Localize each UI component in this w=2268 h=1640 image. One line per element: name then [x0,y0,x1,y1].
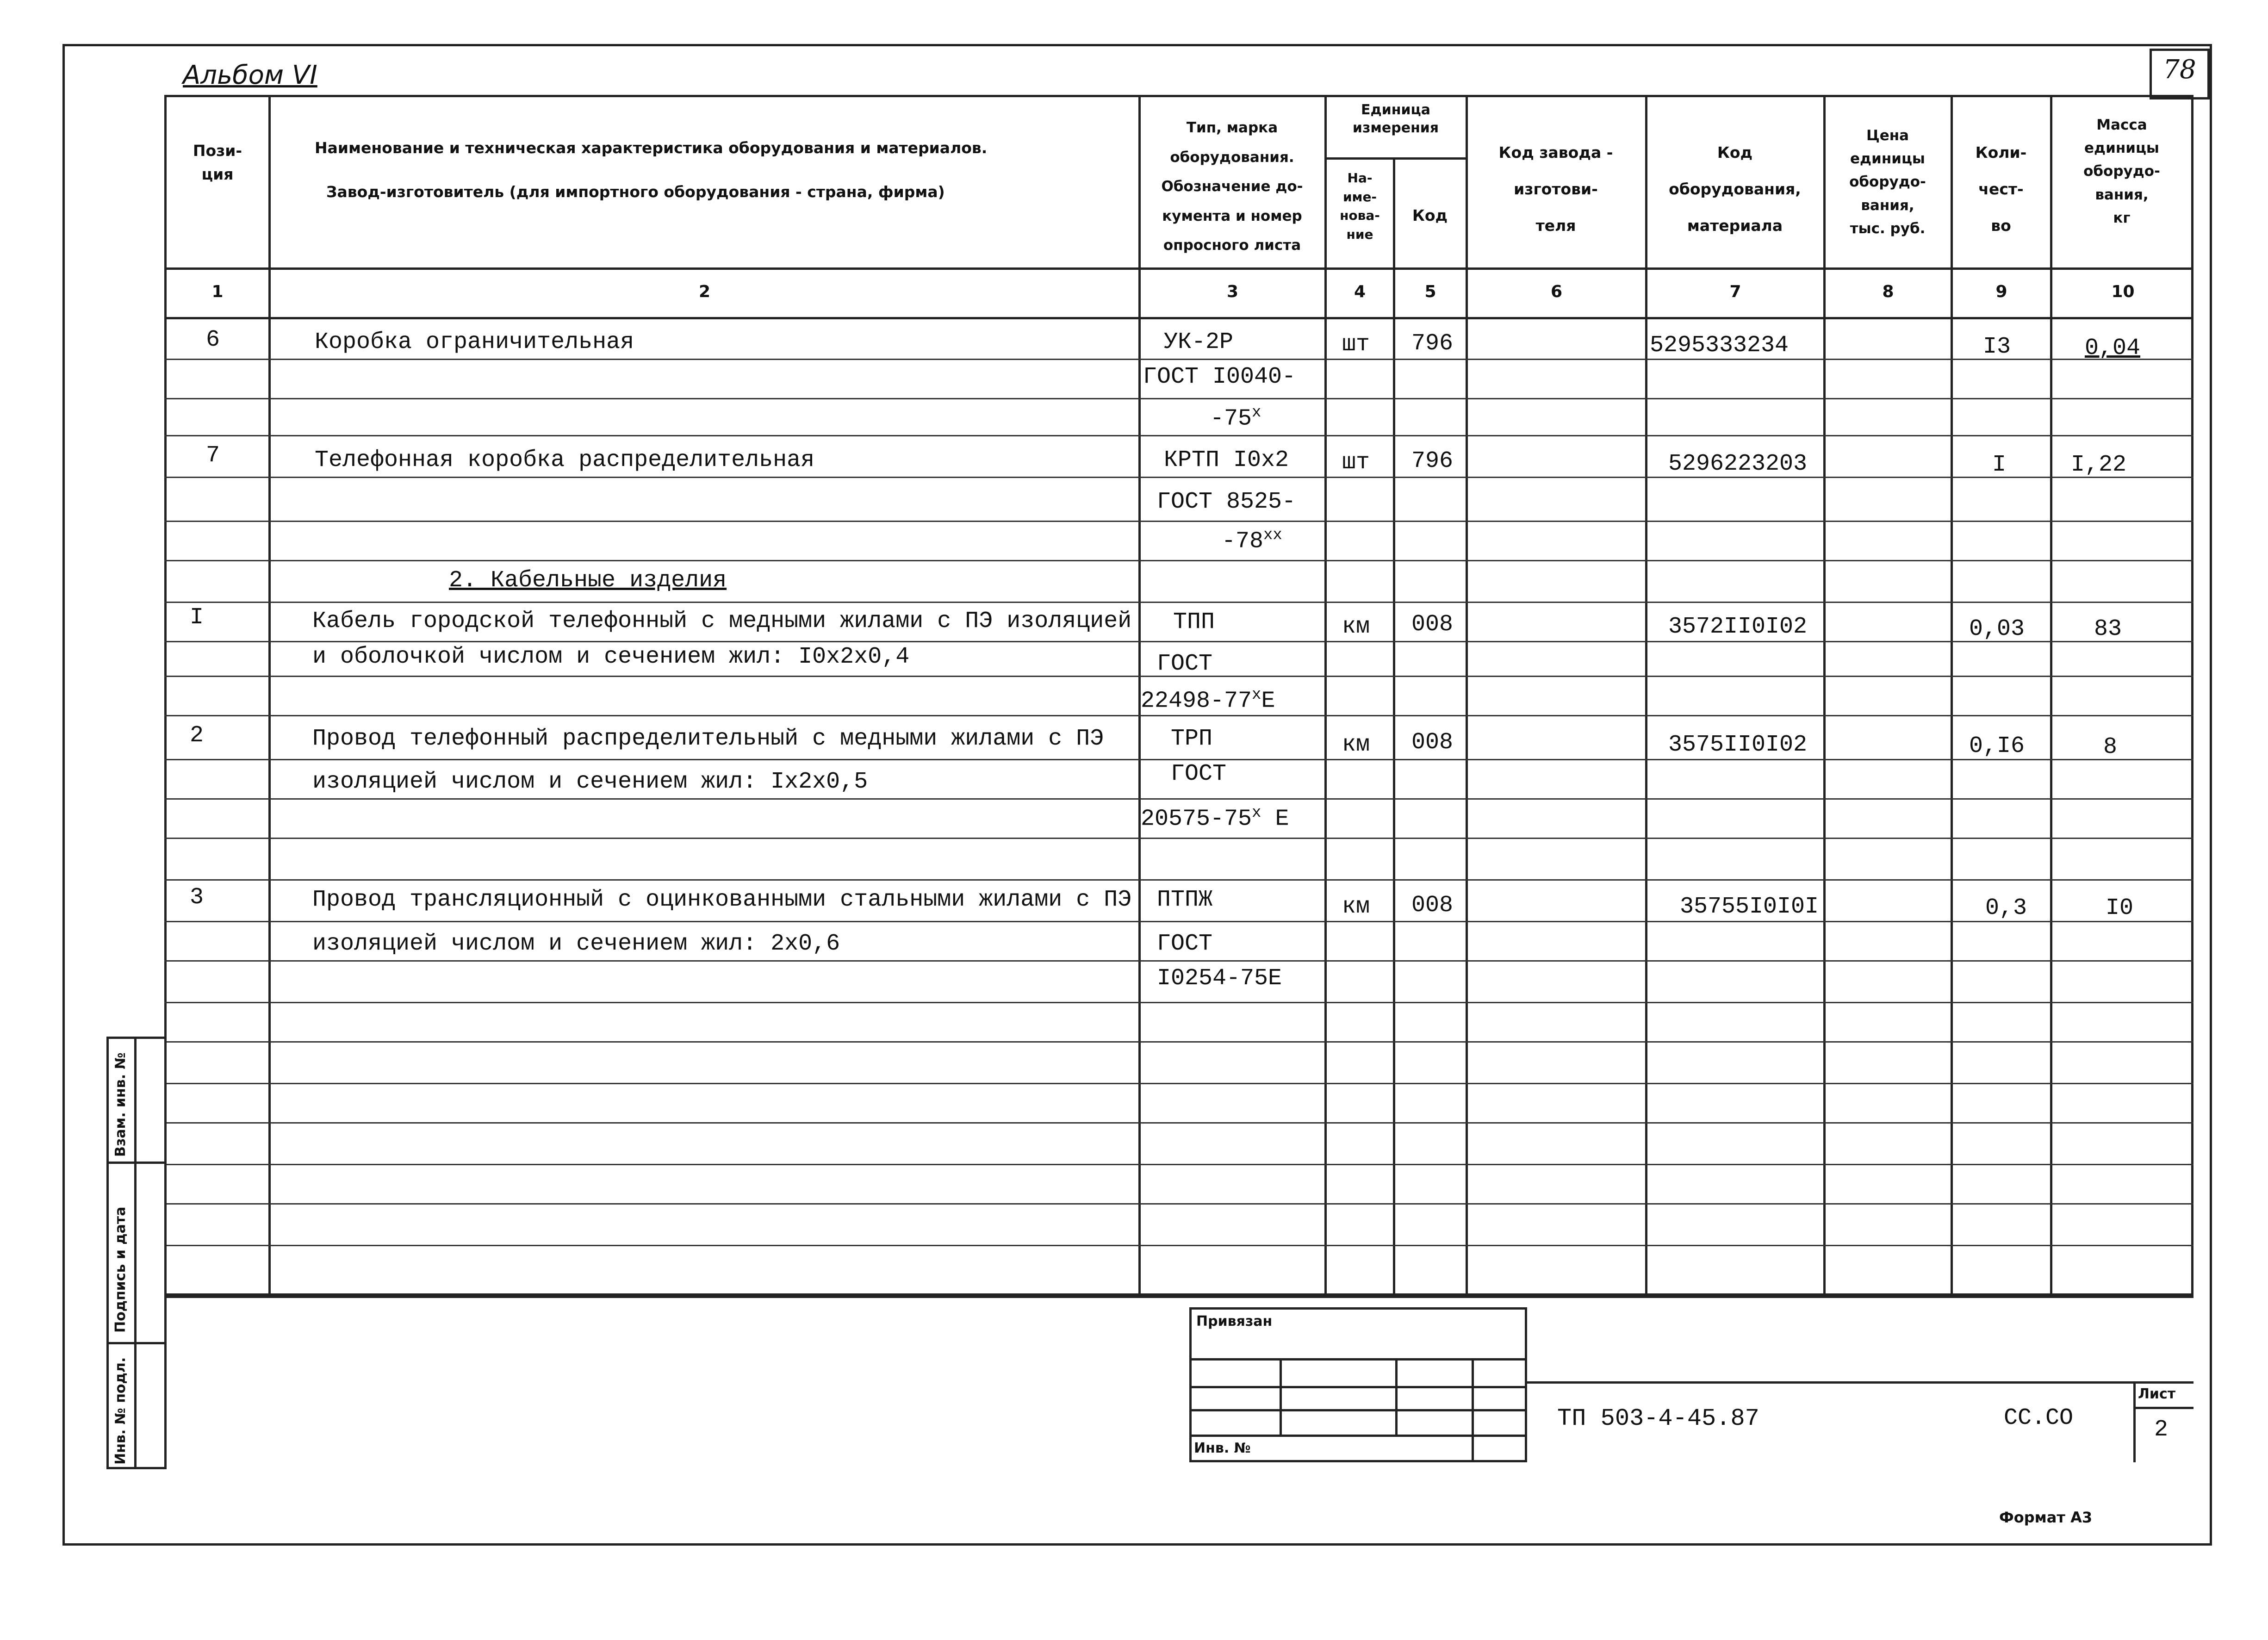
header-price: Цена единицы оборудо- вания, тыс. руб. [1849,127,1926,237]
header-factory: Код завода - изготови- теля [1498,143,1613,235]
col-number-8: 8 [1882,282,1894,301]
header-type: Тип, марка оборудования. Обозначение до- кумента и номер опросного листа [1161,119,1303,254]
row-qty: I [1992,452,2007,478]
row-type: 20575-75$^x$ Е [1141,804,1289,832]
row-unit: км [1342,614,1370,640]
row-unit-code: 008 [1411,611,1454,638]
header-mass: Масса единицы оборудо- вания, кг [2083,117,2160,226]
row-position: 2 [190,722,204,749]
row-type: ГОСТ I0040- [1143,364,1296,390]
col-number-7: 7 [1729,282,1741,301]
row-type: 22498-77$^x$Е [1141,686,1275,714]
row-type: -75$^x$ [1210,404,1261,432]
binding-label: Привязан [1196,1313,1273,1329]
sheet-number: 2 [2154,1416,2169,1443]
col-number-6: 6 [1550,282,1563,301]
row-type: ГОСТ [1171,761,1227,787]
binding-stamp [1189,1307,1527,1462]
col-number-9: 9 [1995,282,2007,301]
col-number-10: 10 [2111,282,2135,301]
row-unit: км [1342,732,1370,758]
row-unit-code: 008 [1411,729,1454,756]
row-equip-code: 3572II0I02 [1668,614,1808,640]
row-type: I0254-75Е [1157,965,1282,992]
row-name: Кабель городской телефонный с медными жилами с ПЭ изоляцией [312,608,1132,634]
page-number: 78 [2163,55,2196,85]
row-mass: 8 [2103,734,2118,760]
row-type: ГОСТ [1157,931,1213,957]
section-heading: 2. Кабельные изделия [449,567,727,594]
row-type: ТРП [1171,726,1213,752]
row-name: Провод трансляционный с оцинкованными стальными жилами с ПЭ [312,887,1132,913]
row-position: 3 [190,884,204,911]
row-name: Провод телефонный распределительный с медными жилами с ПЭ [312,726,1104,752]
row-name: Коробка ограничительная [315,329,634,355]
row-type: КРТП I0x2 [1164,447,1289,473]
row-name: Телефонная коробка распределительная [315,447,815,473]
header-qty: Коли- чест- во [1975,143,2027,235]
row-name: изоляцией числом и сечением жил: Ix2x0,5 [312,769,868,795]
sheet-label: Лист [2138,1386,2176,1402]
header-unit-code: Код [1412,206,1448,224]
side-stamp-signature-date: Подпись и дата [112,1206,129,1333]
header-equip-code: Код оборудования, материала [1669,143,1801,235]
row-position: 6 [206,327,220,353]
col-number-3: 3 [1226,282,1239,301]
row-qty: 0,3 [1985,895,2027,921]
row-type: ГОСТ 8525- [1157,489,1296,515]
row-unit-code: 008 [1411,892,1454,919]
row-type: УК-2Р [1164,329,1234,355]
row-equip-code: 35755I0I0I [1680,894,1819,920]
row-qty: I3 [1983,334,2011,360]
header-unit-name: На- име- нова- ние [1340,170,1380,242]
row-mass: 83 [2094,616,2122,642]
col-number-2: 2 [698,282,711,301]
col-number-1: 1 [211,282,224,301]
format-label: Формат А3 [1999,1509,2093,1526]
row-mass: I,22 [2071,452,2127,478]
row-mass: 0,04 [2085,335,2141,361]
row-position: I [190,604,204,631]
row-unit: шт [1342,331,1370,358]
col-number-5: 5 [1424,282,1436,301]
document-code: ТП 503-4-45.87 [1557,1405,1759,1432]
row-equip-code: 5295333234 [1650,332,1789,359]
row-type: ГОСТ [1157,651,1213,677]
row-type: ТПП [1173,609,1215,635]
header-name-line1: Наименование и техническая характеристика оборудования и материалов. [315,139,988,157]
row-equip-code: 3575II0I02 [1668,732,1808,758]
header-position: Пози- ция [193,142,242,184]
row-equip-code: 5296223203 [1668,451,1808,477]
side-stamp-original-inv: Инв. № подл. [112,1357,129,1465]
header-unit: Единица измерения [1352,102,1439,136]
row-qty: 0,03 [1969,616,2025,642]
row-unit-code: 796 [1411,330,1454,357]
row-name: и оболочкой числом и сечением жил: I0x2x0,4 [312,644,910,670]
row-position: 7 [206,442,220,469]
album-label: Альбом VI [183,60,317,90]
row-unit: шт [1342,449,1370,476]
inventory-label: Инв. № [1194,1440,1251,1456]
row-type: ПТПЖ [1157,887,1213,913]
row-qty: 0,I6 [1969,733,2025,759]
row-unit: км [1342,894,1370,920]
header-name-line2: Завод-изготовитель (для импортного оборудования - страна, фирма) [326,183,945,201]
row-type: -78$^{xx}$ [1222,527,1282,555]
side-stamp-replace-inv: Взам. инв. № [112,1052,129,1157]
sheet-code: СС.СО [2004,1405,2074,1431]
row-mass: I0 [2106,895,2134,921]
col-number-4: 4 [1354,282,1366,301]
row-unit-code: 796 [1411,448,1454,474]
row-name: изоляцией числом и сечением жил: 2x0,6 [312,931,840,957]
